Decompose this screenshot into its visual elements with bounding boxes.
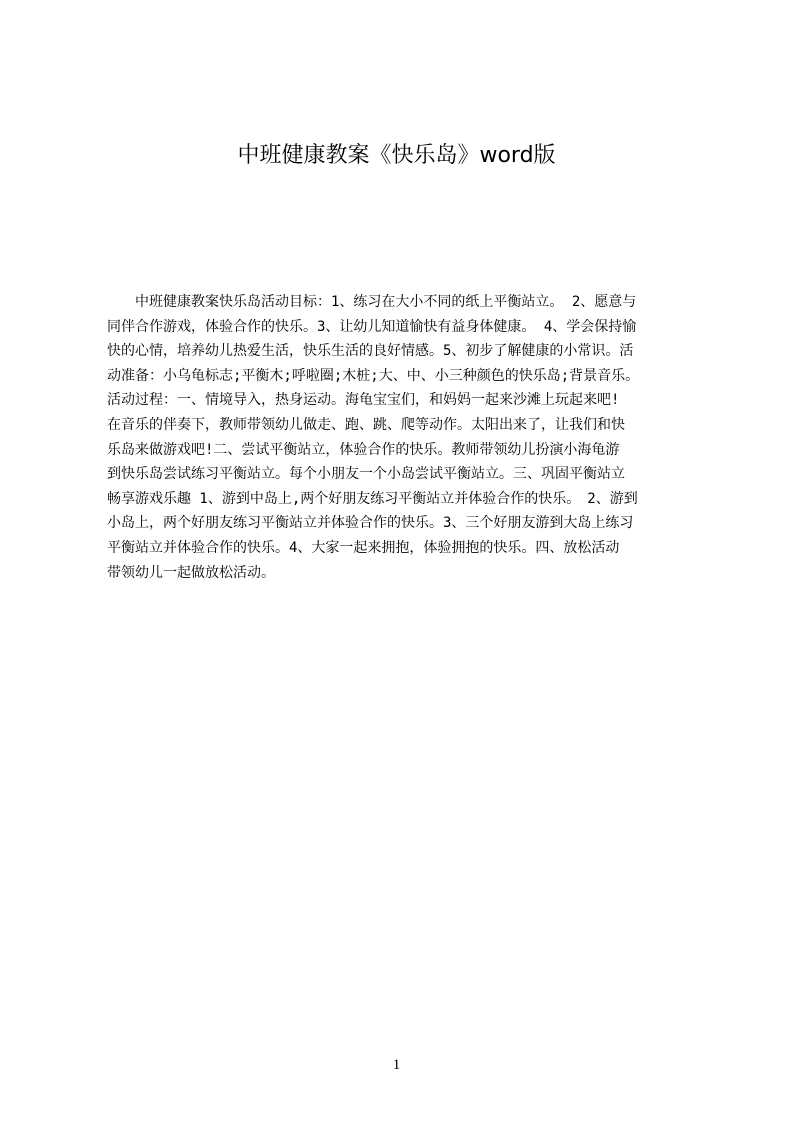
body-line: 畅享游戏乐趣 1、游到中岛上,两个好朋友练习平衡站立并体验合作的快乐。 2、游到 [107,490,638,507]
body-line: 带领幼儿一起做放松活动。 [107,564,275,581]
body-line: 快的心情，培养幼儿热爱生活，快乐生活的良好情感。5、初步了解健康的小常识。活 [107,343,634,360]
body-line: 小岛上，两个好朋友练习平衡站立并体验合作的快乐。3、三个好朋友游到大岛上练习 [107,515,634,532]
body-line: 到快乐岛尝试练习平衡站立。每个小朋友一个小岛尝试平衡站立。三、巩固平衡站立 [107,466,625,483]
page-number: 1 [392,1057,401,1073]
document-title: 中班健康教案《快乐岛》word版 [237,143,556,168]
body-line: 同伴合作游戏，体验合作的快乐。3、让幼儿知道愉快有益身体健康。 4、学会保持愉 [107,318,637,335]
body-line: 在音乐的伴奏下，教师带领幼儿做走、跑、跳、爬等动作。太阳出来了，让我们和快 [107,416,625,433]
body-line: 中班健康教案快乐岛活动目标：1、练习在大小不同的纸上平衡站立。 2、愿意与 [107,294,637,310]
body-line: 活动过程：一、情境导入，热身运动。海龟宝宝们，和妈妈一起来沙滩上玩起来吧! [107,392,620,409]
body-line: 乐岛来做游戏吧!二、尝试平衡站立，体验合作的快乐。教师带领幼儿扮演小海龟游 [107,441,620,458]
body-line: 平衡站立并体验合作的快乐。4、大家一起来拥抱，体验拥抱的快乐。四、放松活动 [107,539,620,556]
body-line: 动准备：小乌龟标志;平衡木;呼啦圈;木桩;大、中、小三种颜色的快乐岛;背景音乐。 [107,367,640,384]
document-body [107,290,699,610]
